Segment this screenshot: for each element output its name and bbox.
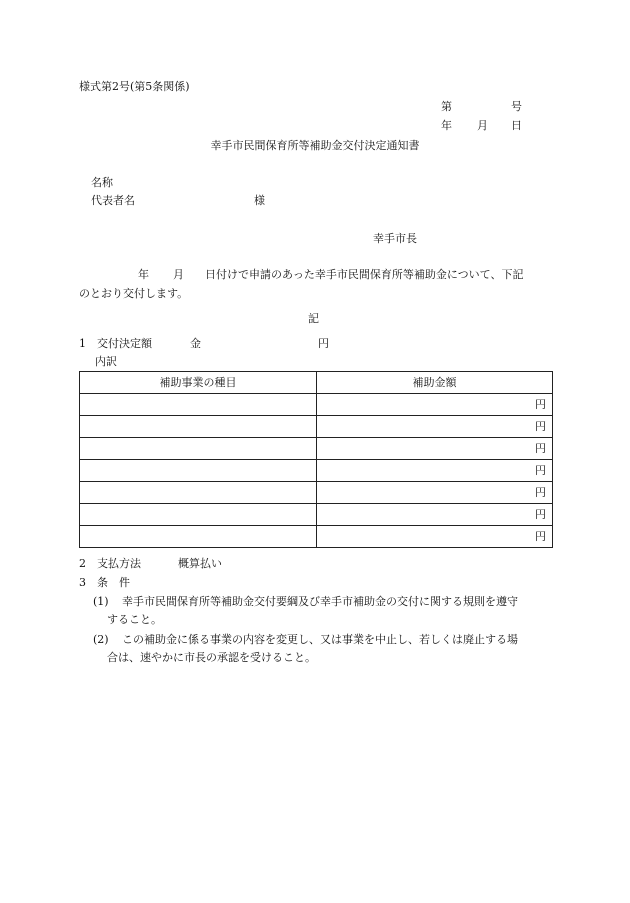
date-year: 年 xyxy=(441,119,452,132)
document-title: 幸手市民間保育所等補助金交付決定通知書 xyxy=(210,139,420,152)
table-row xyxy=(80,460,553,482)
cell-type xyxy=(80,416,317,438)
cell-type xyxy=(80,504,317,526)
breakdown-table xyxy=(79,371,553,548)
table-header-row xyxy=(80,372,553,394)
header-amount: 補助金額 xyxy=(317,372,553,394)
body-year: 年 xyxy=(138,268,149,281)
recipient-honorific: 様 xyxy=(254,194,265,207)
cell-amount: 円 xyxy=(317,504,553,526)
cell-type xyxy=(80,526,317,548)
item3-label: 3 条 件 xyxy=(79,576,130,589)
item1-kin: 金 xyxy=(190,337,201,350)
ki-heading: 記 xyxy=(308,312,319,325)
number-prefix: 第 xyxy=(441,100,452,113)
table-row xyxy=(80,504,553,526)
condition-1-num: (1) xyxy=(93,595,109,608)
cell-amount: 円 xyxy=(317,438,553,460)
form-label: 様式第2号(第5条関係) xyxy=(79,80,190,93)
item1-yen: 円 xyxy=(318,337,329,350)
date-day: 日 xyxy=(511,119,522,132)
condition-1-line1: 幸手市民間保育所等補助金交付要綱及び幸手市補助金の交付に関する規則を遵守 xyxy=(122,595,518,608)
table-row xyxy=(80,416,553,438)
item2-value: 概算払い xyxy=(178,557,222,570)
item1-label: 1 交付決定額 xyxy=(79,337,152,350)
breakdown-label: 内訳 xyxy=(95,355,117,368)
cell-type xyxy=(80,482,317,504)
condition-2-line1: この補助金に係る事業の内容を変更し、又は事業を中止し、若しくは廃止する場 xyxy=(122,633,518,646)
condition-1-line2: すること。 xyxy=(107,613,162,626)
number-suffix: 号 xyxy=(511,100,522,113)
cell-type xyxy=(80,460,317,482)
cell-amount: 円 xyxy=(317,416,553,438)
issuer: 幸手市長 xyxy=(373,232,417,245)
body-line2: のとおり交付します。 xyxy=(79,287,189,300)
body-line1: 日付けで申請のあった幸手市民間保育所等補助金について、下記 xyxy=(205,268,524,281)
table-row xyxy=(80,394,553,416)
cell-amount: 円 xyxy=(317,460,553,482)
cell-amount: 円 xyxy=(317,394,553,416)
recipient-name-label: 名称 xyxy=(91,176,113,189)
date-month: 月 xyxy=(477,119,488,132)
body-month: 月 xyxy=(173,268,184,281)
table-row xyxy=(80,482,553,504)
recipient-rep-label: 代表者名 xyxy=(91,194,135,207)
table-row xyxy=(80,438,553,460)
condition-2-num: (2) xyxy=(93,633,109,646)
condition-2-line2: 合は、速やかに市長の承認を受けること。 xyxy=(107,651,316,664)
item2-label: 2 支払方法 xyxy=(79,557,141,570)
cell-type xyxy=(80,394,317,416)
header-type: 補助事業の種目 xyxy=(80,372,317,394)
cell-amount: 円 xyxy=(317,526,553,548)
table-row xyxy=(80,526,553,548)
cell-amount: 円 xyxy=(317,482,553,504)
cell-type xyxy=(80,438,317,460)
